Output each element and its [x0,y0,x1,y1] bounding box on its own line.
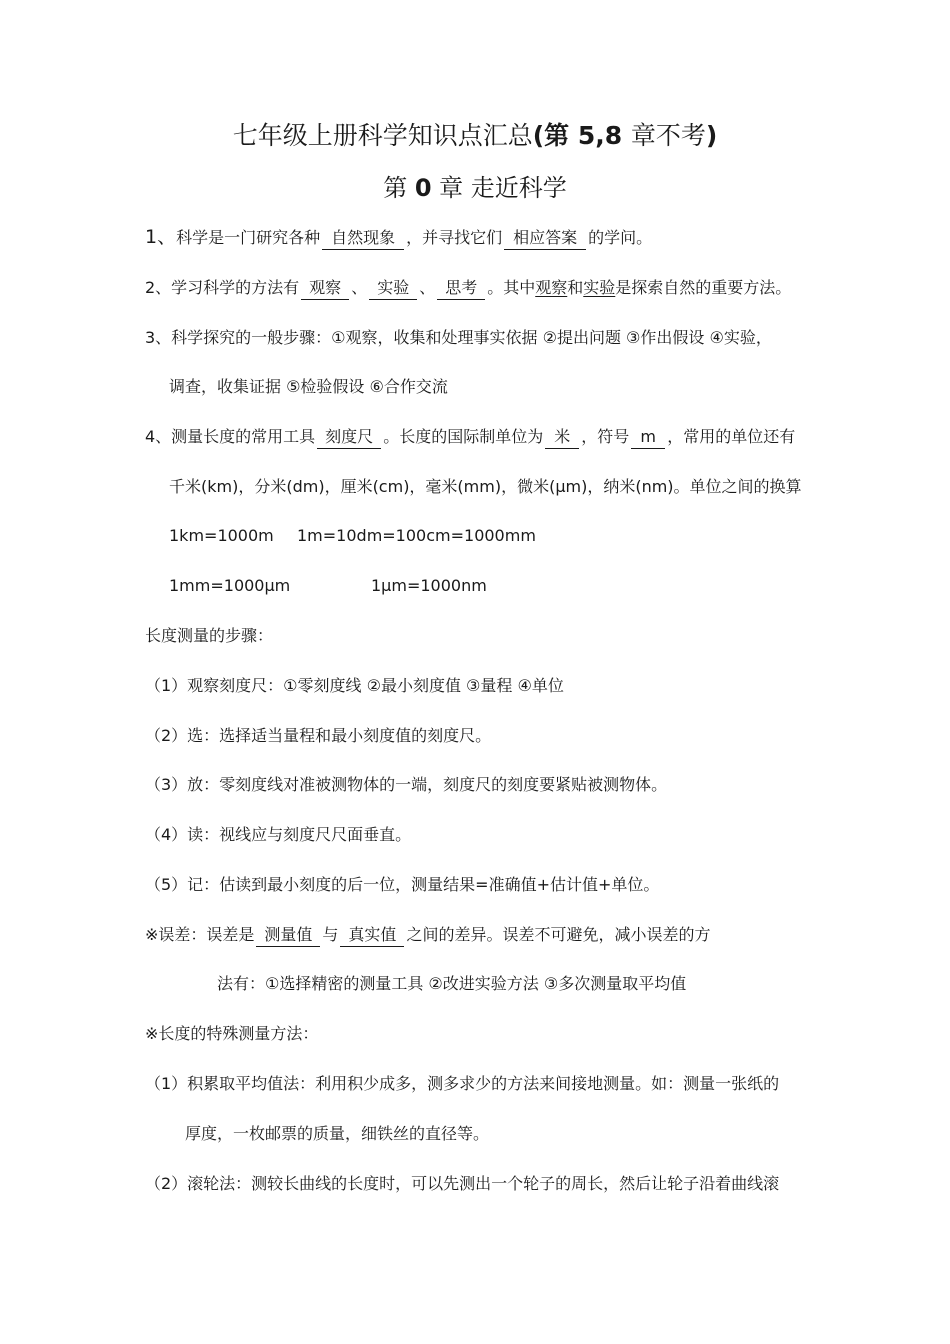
step-4: （4）读：视线应与刻度尺尺面垂直。 [145,825,412,844]
text: 。长度的国际制单位为 [383,427,544,446]
title-bold-text: (第 5,8 [532,121,631,150]
chapter-prefix: 第 [383,174,415,202]
answer-blank: 米 [545,426,579,449]
item-4-line-2: 千米(km)，分米(dm)，厘米(cm)，毫米(mm)，微米(μm)，纳米(nm)。单位之间的换算 [169,477,802,496]
text: 4、测量长度的常用工具 [145,427,316,446]
item-3-line-2: 调查，收集证据 ⑤检验假设 ⑥合作交流 [169,377,448,396]
text: 科学是一门研究各种 [176,228,321,247]
underlined-text: 观察 [535,278,568,297]
text: 、 [351,278,368,297]
error-line-2: 法有：①选择精密的测量工具 ②改进实验方法 ③多次测量取平均值 [217,974,687,993]
special-heading: ※长度的特殊测量方法： [145,1024,319,1043]
conversion-mm: 1mm=1000μm [169,576,291,595]
chapter-name: 章 走近科学 [431,174,567,202]
step-1: （1）观察刻度尺：①零刻度线 ②最小刻度值 ③量程 ④单位 [145,676,564,695]
underlined-text: 实验 [583,278,616,297]
text: 、 [419,278,436,297]
item-number: 1、 [145,226,177,248]
text: 。其中 [487,278,536,297]
method-1-line-2: 厚度，一枚邮票的质量，细铁丝的直径等。 [185,1124,490,1143]
answer-blank: 实验 [369,277,417,300]
item-4-line-1 [145,426,795,449]
step-3: （3）放：零刻度线对准被测物体的一端，刻度尺的刻度要紧贴被测物体。 [145,775,668,794]
text: ，并寻找它们 [406,228,503,247]
text: 之间的差异。误差不可避免，减小误差的方 [406,925,711,944]
text: ，符号 [581,427,630,446]
answer-blank: 思考 [437,277,485,300]
conversion-m: 1m=10dm=100cm=1000mm [297,526,536,545]
text: 和 [567,278,584,297]
item-2 [145,277,791,300]
document-title [0,116,950,152]
answer-blank: 观察 [301,277,349,300]
item-1 [145,226,652,250]
text: 与 [322,925,339,944]
method-2-line-1: （2）滚轮法：测较长曲线的长度时，可以先测出一个轮子的周长，然后让轮子沿着曲线滚 [145,1174,780,1193]
item-3-line-1: 3、科学探究的一般步骤：①观察，收集和处理事实依据 ②提出问题 ③作出假设 ④实验， [145,328,772,347]
text: 是探索自然的重要方法。 [615,278,792,297]
text: ※误差：误差是 [145,925,255,944]
answer-blank: 真实值 [340,924,404,947]
method-1-line-1: （1）积累取平均值法：利用积少成多，测多求少的方法来间接地测量。如：测量一张纸的 [145,1074,780,1093]
chapter-number: 0 [414,174,432,202]
step-5: （5）记：估读到最小刻度的后一位，测量结果=准确值+估计值+单位。 [145,875,660,894]
title-close-paren: ) [705,121,718,150]
text: 2、学习科学的方法有 [145,278,300,297]
step-2: （2）选：选择适当量程和最小刻度值的刻度尺。 [145,726,492,745]
title-text-2: 章不考 [630,121,706,150]
text: 的学问。 [588,228,653,247]
answer-blank: 刻度尺 [317,426,381,449]
steps-heading: 长度测量的步骤： [145,626,274,645]
answer-blank: 自然现象 [322,227,404,250]
error-line-1 [145,924,710,947]
text: ，常用的单位还有 [667,427,796,446]
answer-blank: 测量值 [256,924,320,947]
answer-blank: 相应答案 [504,227,586,250]
conversion-um: 1μm=1000nm [371,576,487,595]
chapter-title [0,168,950,203]
answer-blank: m [631,426,665,449]
conversion-km: 1km=1000m [169,526,274,545]
title-text: 七年级上册科学知识点汇总 [232,121,533,150]
